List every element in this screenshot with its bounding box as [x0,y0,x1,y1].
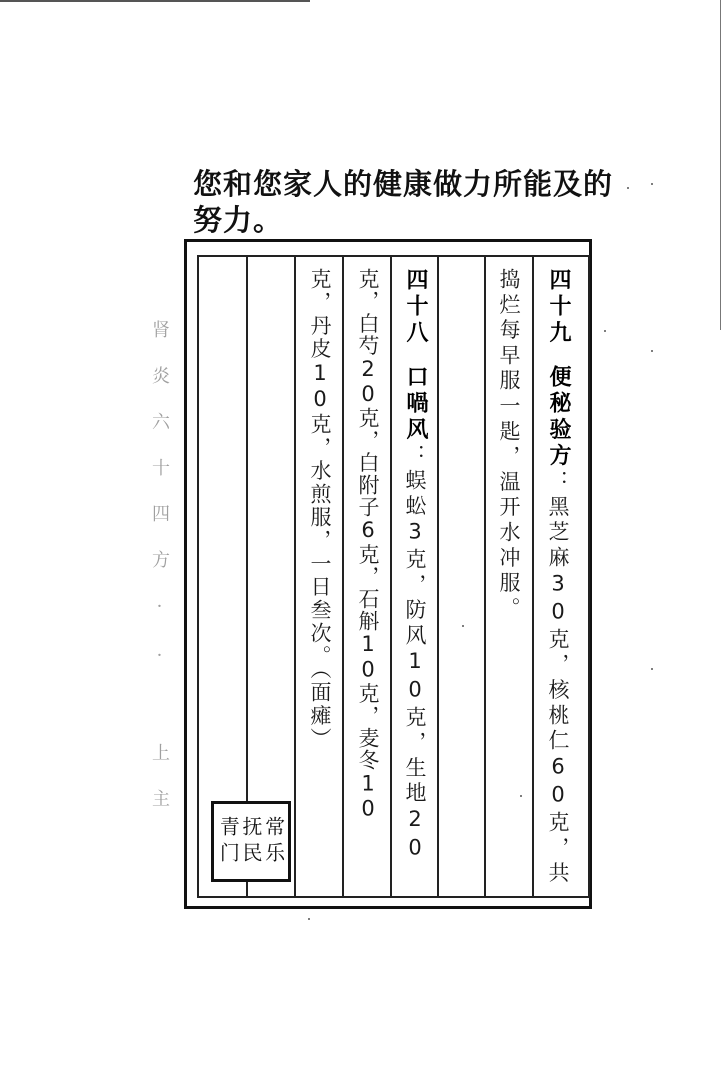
column-rule [437,255,439,898]
column-rule [484,255,486,898]
recipe-text: 捣烂每早服一匙，温开水冲服。 [497,268,521,623]
scan-speck [520,795,522,797]
recipe-49-column-1 [536,268,580,887]
recipe-48-column-1 [393,268,437,864]
recipe-text: ：黑芝麻30克，核桃仁60克，共 [546,470,570,887]
column-rule [532,255,534,898]
recipe-49-column-2 [487,268,531,622]
margin-bleed-through-text: 肾炎六十四方·· 上主 [149,320,170,835]
recipe-number: 四十九 [546,268,571,347]
seal-glyphs: 青门 [216,815,241,868]
seal-glyphs: 抚民 [238,815,263,868]
recipe-title: 便秘验方 [546,364,571,471]
recipe-number: 四十八 [403,268,428,347]
scan-speck [651,183,653,185]
recipe-text: 克，白芍20克，白附子6克，石斛10克，麦冬10 [356,268,380,822]
scan-speck [462,625,464,627]
column-rule [342,255,344,898]
recipe-text: ：蜈蚣3克，防风10克，生地20 [403,443,427,864]
scan-edge [0,0,310,2]
intro-paragraph: 您和您家人的健康做力所能及的努力。 [193,167,614,237]
seal-stamp [211,801,291,882]
scan-speck [308,918,310,920]
scan-speck [651,668,653,670]
column-rule [294,255,296,898]
scan-speck [651,350,653,352]
scan-edge [720,0,721,330]
column-rule [390,255,392,898]
scan-speck [604,330,606,332]
recipe-title: 口喎风 [403,364,428,444]
seal-glyphs: 常乐 [261,815,286,868]
recipe-48-column-3 [298,268,342,751]
scan-speck [627,187,629,189]
recipe-48-column-2 [346,268,390,822]
recipe-text: 克，丹皮10克，水煎服，一日叁次。（面瘫） [308,268,332,751]
